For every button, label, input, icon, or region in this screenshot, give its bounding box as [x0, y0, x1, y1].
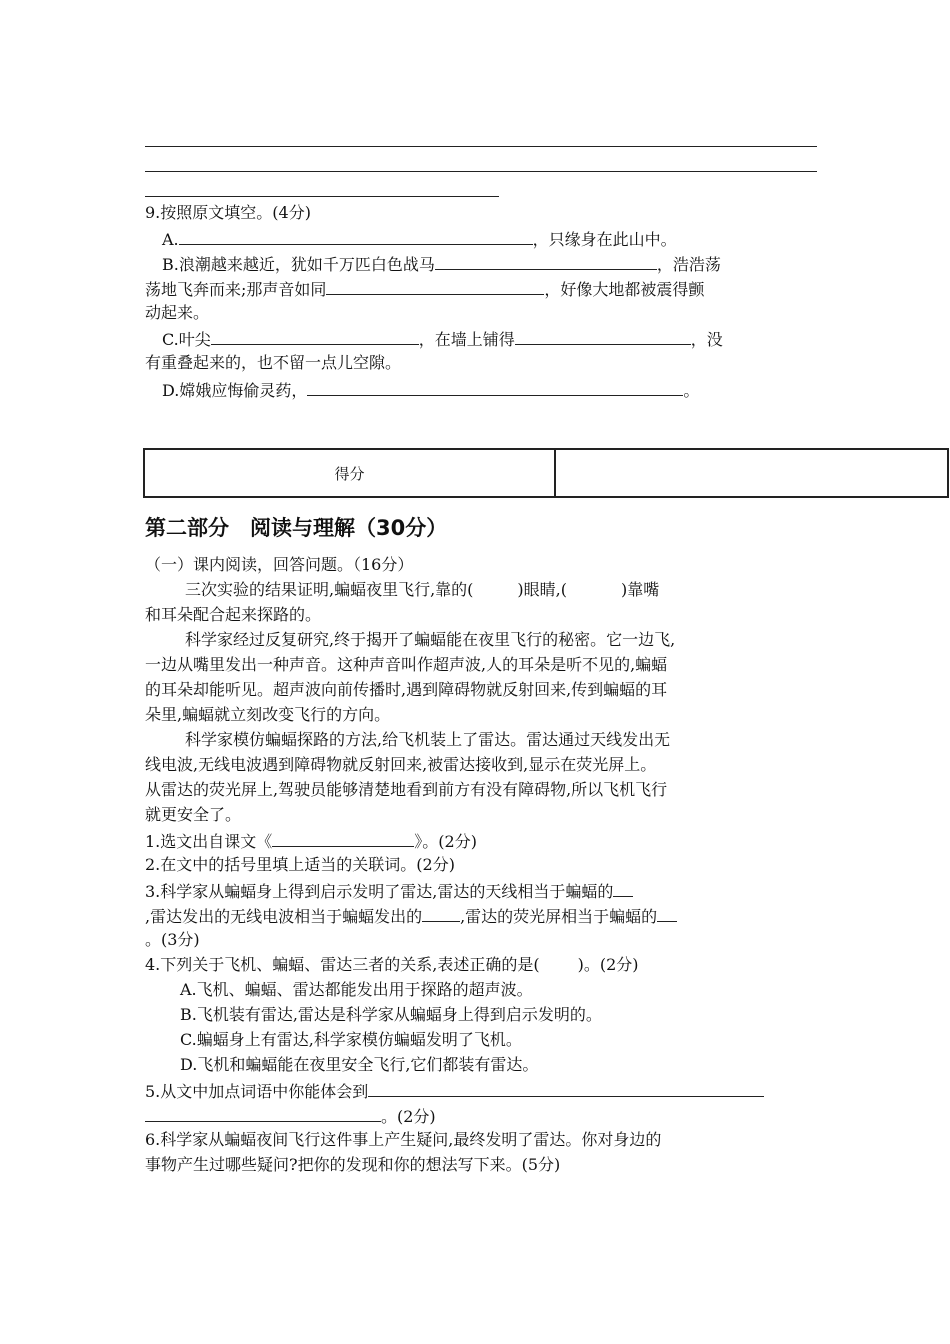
- q3-text: ,雷达发出的无线电波相当于蝙蝠发出的: [145, 907, 423, 926]
- q3-blank-2[interactable]: [422, 903, 460, 922]
- passage-p2-line3: 的耳朵却能听见。超声波向前传播时,遇到障碍物就反射回来,传到蝙蝠的耳: [145, 680, 668, 699]
- q5-tail: 。(2分): [381, 1107, 436, 1126]
- q4-option-c[interactable]: C.蝙蝠身上有雷达,科学家模仿蝙蝠发明了飞机。: [180, 1030, 522, 1049]
- q3-text: 3.科学家从蝙蝠身上得到启示发明了雷达,雷达的天线相当于蝙蝠的: [145, 882, 614, 901]
- passage-p1-line1: [185, 578, 659, 602]
- part2-heading: 第二部分 阅读与理解（30分）: [145, 516, 448, 540]
- q9-d: [162, 377, 699, 403]
- q1-blank[interactable]: [272, 828, 414, 847]
- q3-blank-3[interactable]: [657, 903, 677, 922]
- answer-line[interactable]: [145, 171, 817, 172]
- passage-text: 三次实验的结果证明,蝙蝠夜里飞行,靠的(: [185, 580, 474, 599]
- q1-tail: 》。(2分): [414, 832, 477, 851]
- q9-b-line2-tail: ，好像大地都被震得颤: [544, 280, 705, 299]
- q6-line2: 事物产生过哪些疑问?把你的发现和你的想法写下来。(5分): [145, 1155, 561, 1174]
- q4-text: 4.下列关于飞机、蝙蝠、雷达三者的关系,表述正确的是(: [145, 955, 540, 974]
- q5-line2: [145, 1103, 436, 1129]
- q9-c-tail: ，没: [690, 330, 723, 349]
- q4-option-d[interactable]: D.飞机和蝙蝠能在夜里安全飞行,它们都装有雷达。: [180, 1055, 539, 1074]
- q4-option-b[interactable]: B.飞机装有雷达,雷达是科学家从蝙蝠身上得到启示发明的。: [180, 1005, 602, 1024]
- q2: 2.在文中的括号里填上适当的关联词。(2分): [145, 855, 455, 874]
- answer-line[interactable]: [145, 196, 499, 197]
- q9-c-blank-1[interactable]: [211, 326, 419, 345]
- q9-a-blank[interactable]: [179, 226, 533, 245]
- q4: [145, 953, 639, 977]
- q9-title: 9.按照原文填空。(4分): [145, 203, 311, 222]
- q3-line1: [145, 878, 633, 904]
- passage-text: )眼睛,(: [517, 580, 567, 599]
- q9-a-label: A.: [162, 230, 179, 249]
- q9-b-line2-pre: 荡地飞奔而来;那声音如同: [145, 280, 327, 299]
- passage-p1-line2: 和耳朵配合起来探路的。: [145, 605, 322, 624]
- passage-p3-line4: 就更安全了。: [145, 805, 242, 824]
- q1-text: 1.选文出自课文《: [145, 832, 273, 851]
- q9-d-tail: 。: [683, 381, 700, 400]
- q3-text: ,雷达的荧光屏相当于蝙蝠的: [460, 907, 658, 926]
- q5-blank-2[interactable]: [145, 1103, 381, 1122]
- q4-option-a[interactable]: A.飞机、蝙蝠、雷达都能发出用于探路的超声波。: [180, 980, 533, 999]
- passage-p3-line3: 从雷达的荧光屏上,驾驶员能够清楚地看到前方有没有障碍物,所以飞机飞行: [145, 780, 668, 799]
- passage-p3-line2: 线电波,无线电波遇到障碍物就反射回来,被雷达接收到,显示在荧光屏上。: [145, 755, 657, 774]
- q9-d-blank[interactable]: [307, 377, 683, 396]
- q3-blank-1[interactable]: [613, 878, 633, 897]
- q9-b-blank-2[interactable]: [326, 276, 544, 295]
- q9-b-line2: [145, 276, 704, 302]
- q3-line3: 。(3分): [145, 930, 200, 949]
- q9-a-tail: ，只缘身在此山中。: [532, 230, 677, 249]
- passage-text: )靠嘴: [621, 580, 660, 599]
- passage-p2-line2: 一边从嘴里发出一种声音。这种声音叫作超声波,人的耳朵是听不见的,蝙蝠: [145, 655, 668, 674]
- q4-tail: )。(2分): [577, 955, 639, 974]
- score-label: 得分: [145, 450, 556, 496]
- q5-blank-1[interactable]: [368, 1078, 764, 1097]
- q9-c-line2: 有重叠起来的，也不留一点儿空隙。: [145, 353, 402, 372]
- score-table: [143, 448, 949, 498]
- passage-p3-line1: 科学家模仿蝙蝠探路的方法,给飞机装上了雷达。雷达通过天线发出无: [185, 730, 671, 749]
- part2-subheading: （一）课内阅读，回答问题。（16分）: [145, 555, 414, 574]
- answer-line[interactable]: [145, 146, 817, 147]
- q5-text: 5.从文中加点词语中你能体会到: [145, 1082, 369, 1101]
- q9-c: [162, 326, 723, 352]
- score-input-cell[interactable]: [556, 450, 947, 496]
- q9-b-label: B.浪潮越来越近，犹如千万匹白色战马: [162, 255, 435, 274]
- q9-b: [162, 251, 721, 277]
- q3-line2: [145, 903, 677, 929]
- q9-b-mid: ，浩浩荡: [656, 255, 721, 274]
- passage-p2-line1: 科学家经过反复研究,终于揭开了蝙蝠能在夜里飞行的秘密。它一边飞,: [185, 630, 676, 649]
- passage-p2-line4: 朵里,蝙蝠就立刻改变飞行的方向。: [145, 705, 391, 724]
- q9-c-label: C.叶尖: [162, 330, 211, 349]
- q9-a: [162, 226, 677, 252]
- q9-c-mid: ，在墙上铺得: [418, 330, 515, 349]
- q9-b-line3: 动起来。: [145, 303, 210, 322]
- q9-d-label: D.嫦娥应悔偷灵药，: [162, 381, 308, 400]
- q1: [145, 828, 477, 854]
- q9-b-blank-1[interactable]: [435, 251, 657, 270]
- q6-line1: 6.科学家从蝙蝠夜间飞行这件事上产生疑问,最终发明了雷达。你对身边的: [145, 1130, 662, 1149]
- q9-c-blank-2[interactable]: [515, 326, 691, 345]
- q5-line1: [145, 1078, 764, 1104]
